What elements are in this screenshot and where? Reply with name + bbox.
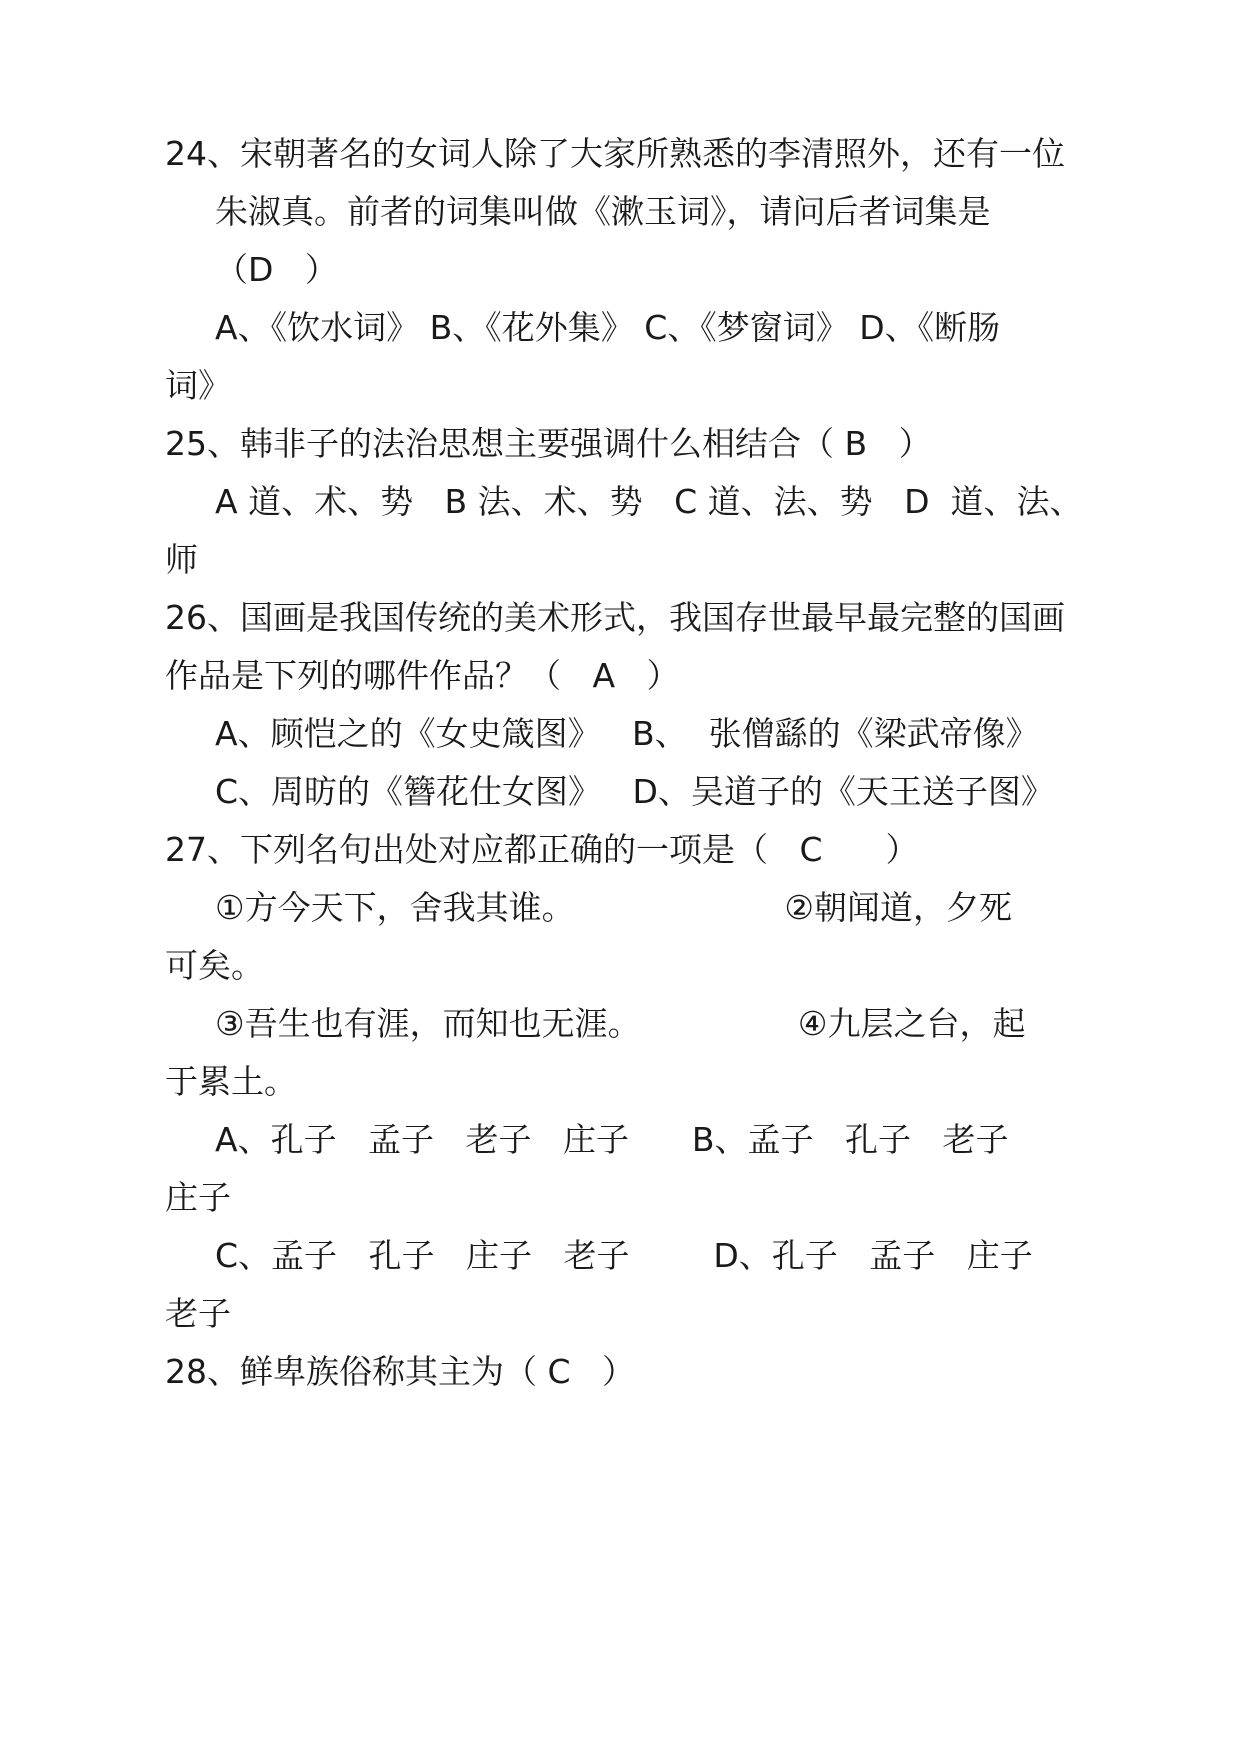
question-27-quotes-34: ③吾生也有涯，而知也无涯。 ④九层之台，起: [215, 1004, 1026, 1043]
question-24-options: A、《饮水词》 B、《花外集》 C、《梦窗词》 D、《断肠: [215, 308, 1001, 347]
question-27-quotes-34-cont: 于累土。: [165, 1062, 297, 1101]
question-25-options-cont: 师: [165, 540, 198, 579]
question-28-stem: 28、鲜卑族俗称其主为（ C ）: [165, 1352, 635, 1391]
question-25-stem: 25、韩非子的法治思想主要强调什么相结合（ B ）: [165, 424, 932, 463]
question-26-options-cd: C、周昉的《簪花仕女图》 D、吴道子的《天王送子图》: [215, 772, 1054, 811]
question-27-quotes-12-cont: 可矣。: [165, 946, 264, 985]
question-27-quotes-12: ①方今天下，舍我其谁。 ②朝闻道，夕死: [215, 888, 1012, 927]
question-24-options-cont: 词》: [165, 366, 231, 405]
question-27-stem: 27、下列名句出处对应都正确的一项是（ C ）: [165, 830, 919, 869]
question-25-options: A 道、术、势 B 法、术、势 C 道、法、势 D 道、法、: [215, 482, 1083, 521]
question-27-options-ab: A、孔子 孟子 老子 庄子 B、孟子 孔子 老子: [215, 1120, 1009, 1159]
question-24-stem: 24、宋朝著名的女词人除了大家所熟悉的李清照外，还有一位: [165, 134, 1065, 173]
question-26-stem: 26、国画是我国传统的美术形式，我国存世最早最完整的国画: [165, 598, 1065, 637]
question-27-options-ab-cont: 庄子: [165, 1178, 231, 1217]
question-24-answer: （D ）: [215, 250, 338, 289]
question-26-options-ab: A、顾恺之的《女史箴图》 B、 张僧繇的《梁武帝像》: [215, 714, 1039, 753]
question-27-options-cd-cont: 老子: [165, 1294, 231, 1333]
question-26-stem-cont: 作品是下列的哪件作品？（ A ）: [165, 656, 680, 695]
question-24-stem-cont: 朱淑真。前者的词集叫做《漱玉词》，请问后者词集是: [215, 192, 991, 231]
question-27-options-cd: C、孟子 孔子 庄子 老子 D、孔子 孟子 庄子: [215, 1236, 1033, 1275]
